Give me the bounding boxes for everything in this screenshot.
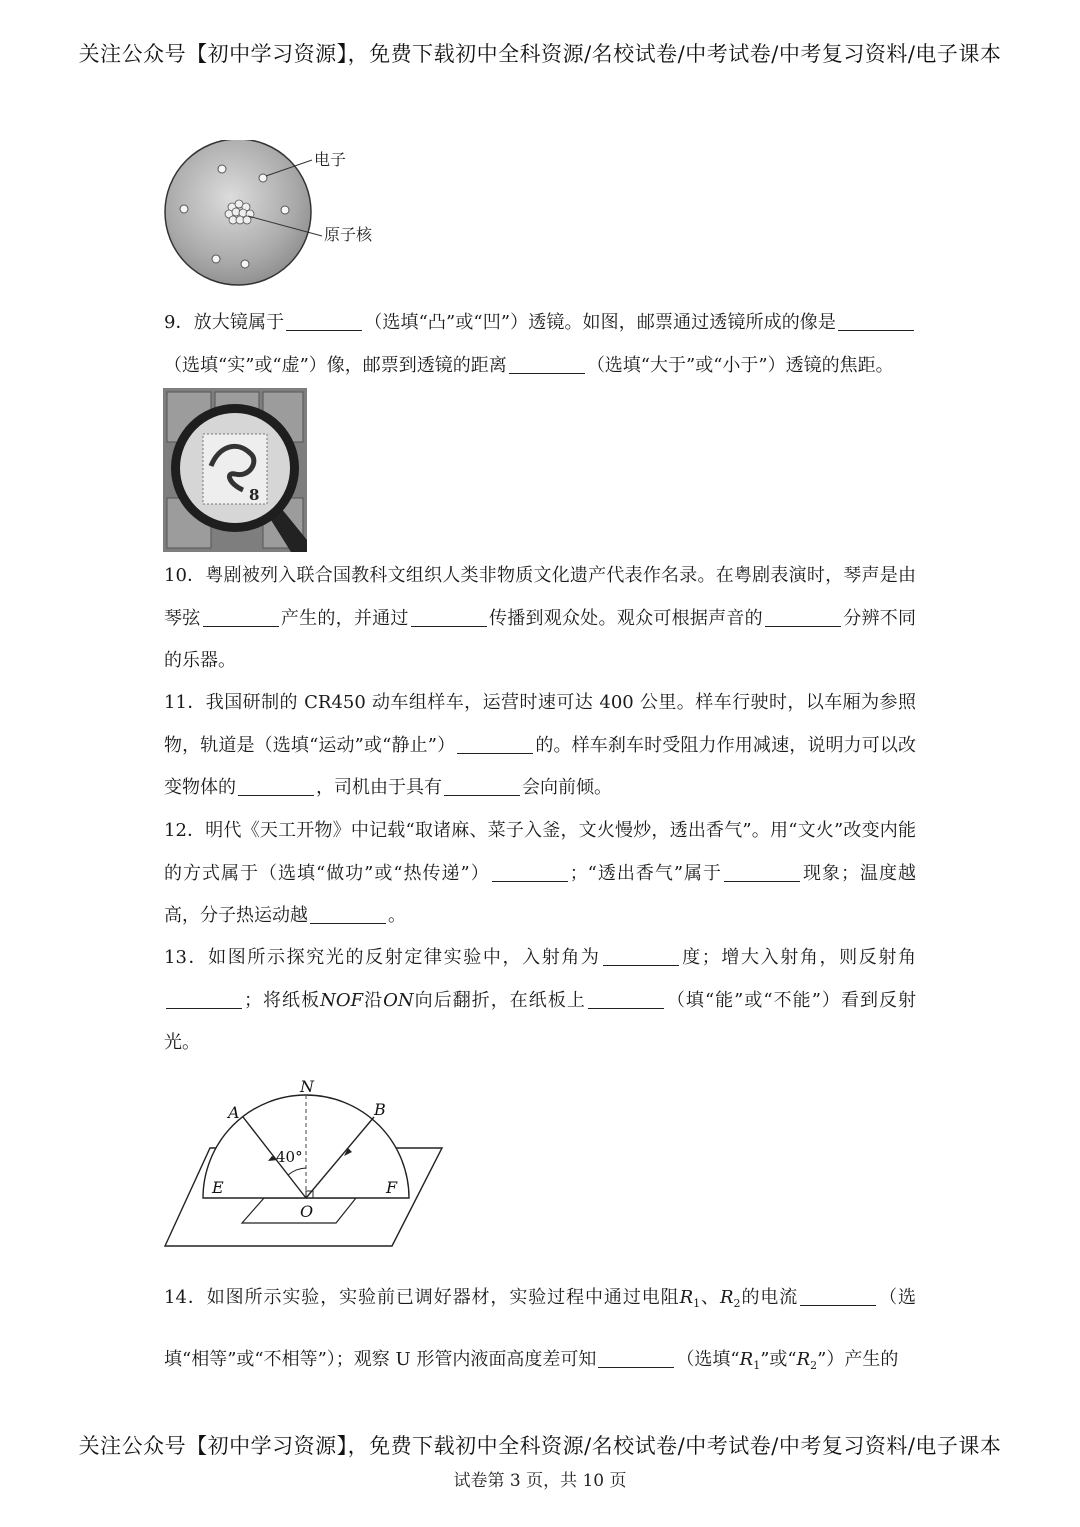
- label-N: N: [300, 1077, 314, 1096]
- q10-blank-3[interactable]: [765, 608, 841, 627]
- label-E: E: [212, 1178, 224, 1197]
- q11-blank-3[interactable]: [444, 777, 520, 796]
- q13-blank-2[interactable]: [166, 990, 242, 1009]
- label-F: F: [386, 1178, 398, 1197]
- q12-blank-2[interactable]: [724, 863, 800, 882]
- light-reflection-figure: [160, 1070, 450, 1255]
- bottom-banner: 关注公众号【初中学习资源】，免费下载初中全科资源/名校试卷/中考试卷/中考复习资料/电子课本: [78, 1434, 1002, 1458]
- q13-blank-3[interactable]: [588, 990, 664, 1009]
- q11-blank-2[interactable]: [238, 777, 314, 796]
- label-B: B: [374, 1100, 386, 1119]
- q14-blank-2[interactable]: [598, 1349, 674, 1368]
- stamp-magnifier-photo: [163, 388, 307, 552]
- atom-structure-figure: [162, 140, 402, 290]
- question-14: 14．如图所示实验，实验前已调好器材，实验过程中通过电阻$R_1$、$R_2$的电流 （选填“相等”或“不相等”）；观察 U 形管内液面高度差可知 （选填“$R_1$”或“$R_2$”）产生的: [164, 1287, 917, 1372]
- question-12: 12．明代《天工开物》中记载“取诸麻、菜子入釜，文火慢炒，透出香气”。用“文火”改变内能的方式属于（选填“做功”或“热传递”） ；“透出香气”属于 现象；温度越高，分子热运动越 。: [164, 820, 917, 926]
- q10-blank-1[interactable]: [203, 608, 279, 627]
- q12-blank-1[interactable]: [492, 863, 568, 882]
- question-9: 9．放大镜属于 （选填“凸”或“凹”）透镜。如图，邮票通过透镜所成的像是（选填“实”或“虚”）像，邮票到透镜的距离 （选填“大于”或“小于”）透镜的焦距。: [164, 302, 916, 387]
- q9-blank-1[interactable]: [286, 312, 362, 331]
- electron-label: 电子: [314, 150, 347, 169]
- top-banner: 关注公众号【初中学习资源】，免费下载初中全科资源/名校试卷/中考试卷/中考复习资料/电子课本: [78, 42, 1002, 66]
- question-13: 13．如图所示探究光的反射定律实验中，入射角为 度；增大入射角，则反射角；将纸板NOF沿ON向后翻折，在纸板上 （填“能”或“不能”）看到反射光。: [164, 947, 917, 1053]
- nucleus-label: 原子核: [324, 225, 373, 244]
- q9-blank-3[interactable]: [509, 355, 585, 374]
- q11-blank-1[interactable]: [457, 735, 533, 754]
- question-11: 11．我国研制的 CR450 动车组样车，运营时速可达 400 公里。样车行驶时，以车厢为参照物，轨道是（选填“运动”或“静止”） 的。样车刹车时受阻力作用减速，说明力可以改变物体的 ，司机由于具有 会向前倾。: [164, 692, 916, 798]
- page-number: 试卷第 3 页，共 10 页: [453, 1471, 627, 1491]
- q9-blank-2[interactable]: [838, 312, 914, 331]
- label-A: A: [228, 1103, 240, 1122]
- angle-label: 40°: [276, 1148, 303, 1166]
- q12-blank-3[interactable]: [310, 905, 386, 924]
- stamp-denomination: 8: [249, 486, 260, 504]
- question-10: 10．粤剧被列入联合国教科文组织人类非物质文化遗产代表作名录。在粤剧表演时，琴声是由琴弦 产生的，并通过 传播到观众处。观众可根据声音的 分辨不同的乐器。: [164, 565, 917, 671]
- q10-blank-2[interactable]: [411, 608, 487, 627]
- q14-blank-1[interactable]: [800, 1287, 876, 1306]
- label-O: O: [300, 1202, 314, 1221]
- q13-blank-1[interactable]: [603, 947, 679, 966]
